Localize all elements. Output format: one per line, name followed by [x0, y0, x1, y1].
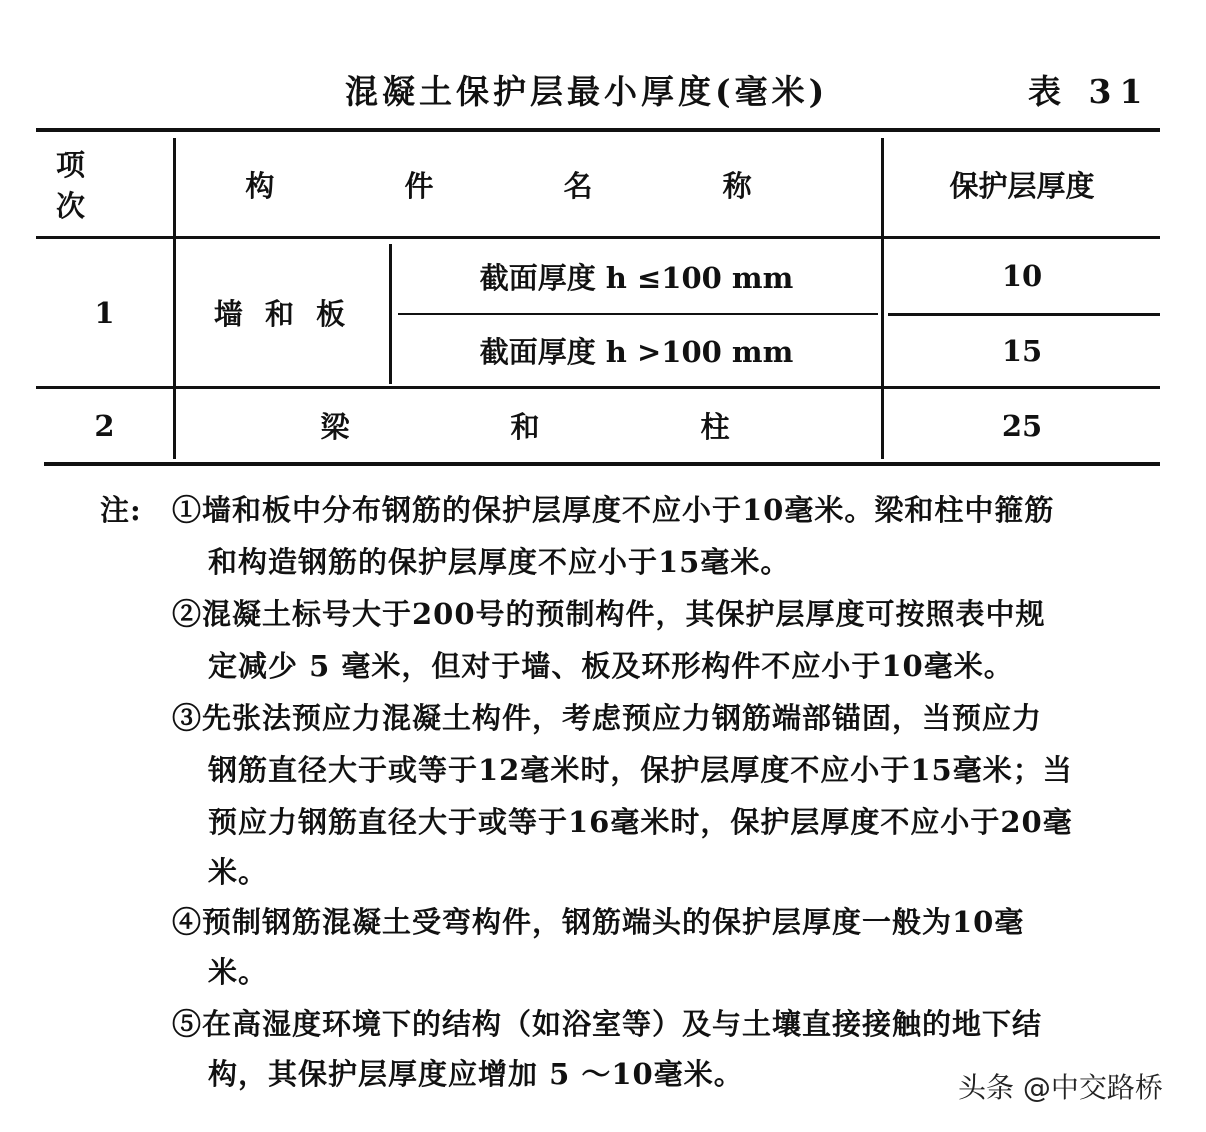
- note-line: ⑤在高湿度环境下的结构（如浴室等）及与土壤直接接触的地下结: [172, 1007, 1043, 1041]
- header-component: 构 件 名 称: [245, 168, 812, 203]
- note-line: ②混凝土标号大于200号的预制构件，其保护层厚度可按照表中规: [172, 597, 1046, 631]
- row2-component-part-1: 梁: [320, 410, 350, 444]
- note-line: ①墙和板中分布钢筋的保护层厚度不应小于10毫米。梁和柱中箍筋: [172, 493, 1055, 527]
- note-line: 定减少 5 毫米，但对于墙、板及环形构件不应小于10毫米。: [208, 649, 1014, 683]
- row2-thickness: 25: [1001, 408, 1043, 443]
- row1-sub1-condition: 截面厚度 h ≤100 mm: [479, 260, 794, 295]
- note-line: 米。: [208, 855, 269, 889]
- row1-index: 1: [94, 295, 115, 330]
- table-title-bar: [0, 62, 1206, 114]
- row2-component-part-3: 柱: [700, 410, 730, 444]
- note-line: ③先张法预应力混凝土构件，考虑预应力钢筋端部锚固，当预应力: [172, 701, 1043, 735]
- note-line: 和构造钢筋的保护层厚度不应小于15毫米。: [208, 545, 791, 579]
- row1-sub1-thickness: 10: [1001, 259, 1043, 293]
- note-line: 预应力钢筋直径大于或等于16毫米时，保护层厚度不应小于20毫: [208, 805, 1073, 839]
- notes-label: 注:: [100, 493, 142, 527]
- row2-component-part-2: 和: [510, 410, 540, 444]
- note-line: 钢筋直径大于或等于12毫米时，保护层厚度不应小于15毫米；当: [208, 753, 1073, 787]
- row2-index: 2: [94, 408, 115, 443]
- note-line: 构，其保护层厚度应增加 5 ～10毫米。: [208, 1057, 744, 1091]
- note-line: 米。: [208, 955, 269, 989]
- header-thickness: 保护层厚度: [949, 168, 1095, 203]
- header-index: 项 次: [56, 148, 116, 223]
- watermark: 头条 @中交路桥: [958, 1071, 1163, 1104]
- table-title: 混凝土保护层最小厚度(毫米): [345, 72, 829, 111]
- note-line: ④预制钢筋混凝土受弯构件，钢筋端头的保护层厚度一般为10毫: [172, 905, 1025, 939]
- row1-sub2-thickness: 15: [1001, 333, 1043, 368]
- row1-component: 墙 和 板: [213, 297, 352, 331]
- table-bottom-rule: [44, 462, 1160, 466]
- table-number: 表 31: [1028, 72, 1151, 111]
- row1-sub2-condition: 截面厚度 h >100 mm: [479, 335, 794, 369]
